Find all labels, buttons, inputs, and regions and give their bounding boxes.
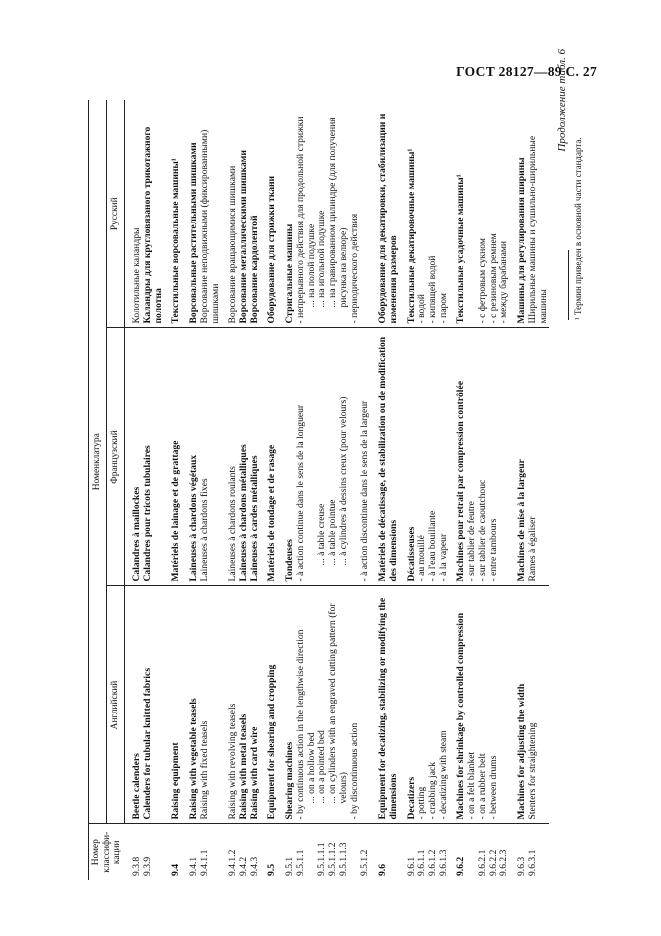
header-nomenclature: Номенклатура (89, 100, 107, 824)
header-number: Номер классифи-кации (89, 824, 125, 880)
table-row: 9.6.2 9.6.2.1 9.6.2.2 9.6.2.3 Machines for shrinkage by controlled compression - on a felt blanket - on a rubber belt - between drums Machines pour retrait par compression contrôlée - sur tablier de feutre - sur tablier de caoutchouc - entre tambours Текстильные усадочные машины¹ - с фетровым сукном - с резиновым ремнем - между барабанами (456, 100, 510, 880)
table-row: 9.4 Raising equipment Matériels de lainage et de grattage Текстильные ворсовальные машины¹ (171, 100, 182, 880)
table-row: 9.6 Equipment for decatizing, stabilizing or modifying the dimensions Matériels de décatissage, de stabilization ou de modification des dimensions Оборудование для декатировки, стабилизации и изменения размеров (378, 100, 399, 880)
table-row: 9.4.1 9.4.1.1 Raising with vegetable teasels Raising with fixed teasels Laineuses à chardons végétaux Laineuses à chardons fixes Ворсовальные растительными шишками Ворсование неподвижными (фиксированными) шишками (189, 100, 221, 880)
table-row: 9.5 Equipment for shearing and cropping Matériels de tondage et de rasage Оборудование для стрижки ткани (267, 100, 278, 880)
table-row: 9.5.1 9.5.1.1 9.5.1.1.1 9.5.1.1.2 9.5.1.1.3 9.5.1.2 Shearing machines - by continuous action in the lengthwise direction ... on a hollow bed ... on a pointed bed ... on cylinders with an engraved cutting pattern (for velours) - by discontinuous action Tondeuses - à action continue dans le sens de la longueur ... à table creuse ... à table pointue ... à cylindres à dessins creux (pour velours) - à action discontinue dans le sens de la largeur Стригальные машины - непрерывного действия для продольной стрижки ... на полой подушке ... на игольной подушке ... на гравированном цилиндре (для получения рисунка на велюре) - периодического действия (285, 100, 371, 880)
terminology-table (88, 100, 549, 880)
table-continuation-label: Продолжение табл. 6 (556, 49, 568, 152)
table-row: 9.3.8 9.3.9 Beetle calenders Calenders for tubular knitted fabrics Calandres à maillockes Calandres pour tricots tubulaires Колотильные каландры Каландры для кругловязаного трикотажного полотна (132, 100, 164, 880)
table-row: 9.6.1 9.6.1.1 9.6.1.2 9.6.1.3 Decatizers - potting - crabbing jack - decatizing with steam Décatisseuses - au mouillé - à l'eau bouillante - à la vapeur Текстильные декатировочные машины¹ - водой - кипящей водой - паром (407, 100, 450, 880)
footnote-rule (568, 250, 569, 320)
header-russian: Русский (107, 100, 125, 328)
rotated-page-content (88, 39, 593, 880)
header-english: Английский (107, 586, 125, 824)
page-header: ГОСТ 28127—89 С. 27 (456, 64, 597, 79)
table-row: 9.4.1.2 9.4.2 9.4.3 Raising with revolving teasels Raising with metal teasels Raising with card wire Laineuses à chardons roulants Laineuses à chardons métalliques Laineuses à cardes métalliques Ворсование вращающимися шишками Ворсование металлическими шишками Ворсование кардолентой (228, 100, 260, 880)
footnote: ¹ Термин приведен в основной части стандарта. (573, 137, 583, 320)
header-french: Французский (107, 328, 125, 586)
table-row: 9.6.3 9.6.3.1 Machines for adjusting the width Stenters for straightening Machines de mise à la largeur Rames à égaliser Машины для регулирования ширины Ширильные машины и сушильно-ширильные машины (517, 100, 549, 880)
